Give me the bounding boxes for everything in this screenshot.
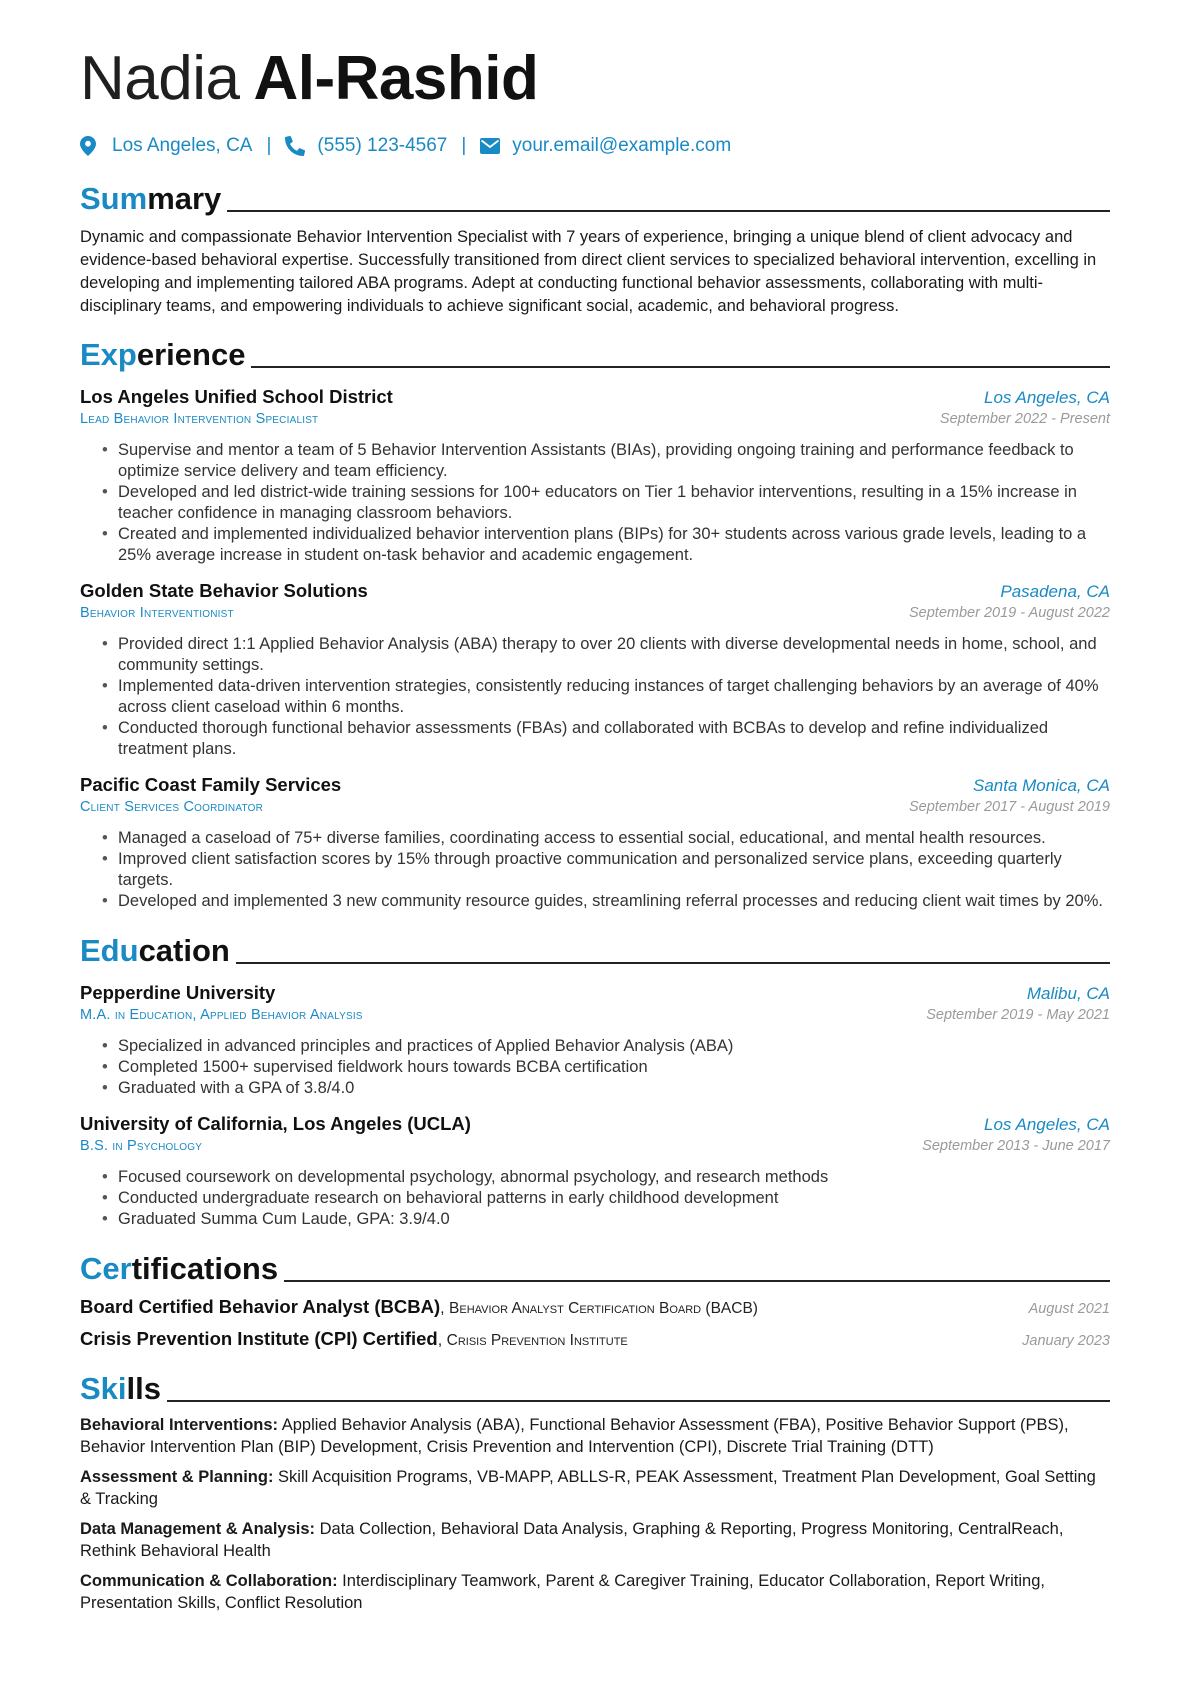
contact-email[interactable]: [480, 135, 731, 157]
section-rule: [227, 210, 1110, 212]
bullet-item: • Developed and implemented 3 new community resource guides, streamlining referral processes and reducing client wait times by 20%.: [102, 891, 1110, 912]
heading-rest: erience: [136, 337, 246, 372]
skill-category: Communication & Collaboration:: [80, 1572, 338, 1590]
skills-list: [80, 1414, 1110, 1614]
heading-accent: Ski: [80, 1371, 127, 1406]
heading-rest: tifications: [131, 1251, 279, 1286]
entry-header: [80, 1113, 1110, 1135]
entry-role: M.A. in Education, Applied Behavior Analysis: [80, 1007, 363, 1023]
certification-title: [80, 1328, 628, 1350]
entry-dates: September 2019 - August 2022: [909, 605, 1110, 621]
contact-phone[interactable]: [285, 135, 447, 157]
heading-accent: Exp: [80, 337, 137, 372]
phone-text: (555) 123-4567: [317, 135, 448, 156]
heading-rest: lls: [126, 1371, 161, 1406]
candidate-name: [80, 40, 1110, 118]
experience-entry: [80, 774, 1110, 912]
skill-list-text: Interdisciplinary Teamwork, Parent & Caregiver Training, Educator Collaboration, Report Writing, Presentation Skills, Conflict Resolution: [80, 1572, 1045, 1612]
experience-heading: [80, 332, 1110, 372]
certification-name: Crisis Prevention Institute (CPI) Certified: [80, 1328, 438, 1349]
certification-date: January 2023: [1022, 1333, 1110, 1349]
entry-subheader: [80, 411, 1110, 427]
entry-subheader: [80, 1138, 1110, 1154]
entry-header: [80, 982, 1110, 1004]
organization-name: University of California, Los Angeles (UCLA): [80, 1113, 471, 1134]
skill-category: Behavioral Interventions:: [80, 1416, 279, 1434]
summary-heading: [80, 176, 1110, 216]
envelope-icon: [480, 136, 500, 156]
certification-issuer: Behavior Analyst Certification Board (BACB): [449, 1300, 758, 1317]
entry-location: Los Angeles, CA: [984, 388, 1110, 407]
entry-header: [80, 580, 1110, 602]
certifications-heading: [80, 1246, 1110, 1286]
skills-heading: [80, 1366, 1110, 1406]
heading-accent: Cer: [80, 1251, 132, 1286]
certifications-list: [80, 1296, 1110, 1350]
heading-accent: Sum: [80, 181, 148, 216]
entry-subheader: [80, 605, 1110, 621]
education-entry: [80, 1113, 1110, 1230]
heading-accent: Edu: [80, 933, 139, 968]
contact-separator: |: [461, 135, 467, 156]
certification-issuer: Crisis Prevention Institute: [446, 1332, 628, 1349]
location-text: Los Angeles, CA: [112, 135, 253, 156]
skill-group: [80, 1466, 1110, 1510]
bullet-item: • Implemented data-driven intervention strategies, consistently reducing instances of target challenging behaviors by an average of 40% across client caseload within 6 months.: [102, 676, 1110, 718]
bullet-list: [80, 1167, 1110, 1230]
entry-role: B.S. in Psychology: [80, 1138, 203, 1154]
entry-header: [80, 774, 1110, 796]
map-pin-icon: [80, 136, 100, 156]
section-rule: [236, 962, 1110, 964]
heading-rest: cation: [138, 933, 230, 968]
bullet-item: • Specialized in advanced principles and practices of Applied Behavior Analysis (ABA): [102, 1036, 1110, 1057]
entry-dates: September 2017 - August 2019: [909, 799, 1110, 815]
section-rule: [284, 1280, 1110, 1282]
skill-list-text: Data Collection, Behavioral Data Analysis, Graphing & Reporting, Progress Monitoring, CentralReach, Rethink Behavioral Health: [80, 1520, 1064, 1560]
entry-location: Santa Monica, CA: [972, 776, 1110, 795]
skill-group: [80, 1570, 1110, 1614]
education-entry: [80, 982, 1110, 1099]
phone-icon: [285, 136, 305, 156]
certification-name: Board Certified Behavior Analyst (BCBA): [80, 1296, 441, 1317]
entry-subheader: [80, 1007, 1110, 1023]
contact-separator: |: [266, 135, 272, 156]
certification-separator: ,: [440, 1300, 450, 1317]
education-list: [80, 982, 1110, 1230]
entry-location: Los Angeles, CA: [984, 1115, 1110, 1134]
experience-entry: [80, 386, 1110, 566]
bullet-list: [80, 634, 1110, 760]
bullet-item: • Conducted undergraduate research on behavioral patterns in early childhood development: [102, 1188, 1110, 1209]
email-link: your.email@example.com: [512, 135, 732, 156]
section-rule: [251, 366, 1110, 368]
bullet-list: [80, 1036, 1110, 1099]
bullet-item: • Focused coursework on developmental psychology, abnormal psychology, and research methods: [102, 1167, 1110, 1188]
bullet-item: • Graduated with a GPA of 3.8/4.0: [102, 1078, 1110, 1099]
entry-dates: September 2019 - May 2021: [926, 1007, 1110, 1023]
contact-line: [80, 132, 1110, 160]
entry-dates: September 2013 - June 2017: [922, 1138, 1110, 1154]
certification-item: [80, 1296, 1110, 1318]
entry-header: [80, 386, 1110, 408]
bullet-item: • Managed a caseload of 75+ diverse families, coordinating access to essential social, educational, and mental health resources.: [102, 828, 1110, 849]
education-heading: [80, 928, 1110, 968]
certification-title: [80, 1296, 758, 1318]
skill-group: [80, 1414, 1110, 1458]
last-name: Al-Rashid: [253, 44, 539, 113]
bullet-item: • Improved client satisfaction scores by 15% through proactive communication and personalized service plans, exceeding quarterly targets.: [102, 849, 1110, 891]
summary-text: Dynamic and compassionate Behavior Intervention Specialist with 7 years of experience, bringing a unique blend of client advocacy and evidence-based behavioral expertise. Successfully transitioned from direct client services to specialized behavioral intervention, excelling in developing and implementing tailored ABA programs. Adept at conducting functional behavior assessments, collaborating with multi-disciplinary teams, and empowering individuals to achieve significant social, academic, and behavioral progress.: [80, 228, 1097, 315]
bullet-item: • Provided direct 1:1 Applied Behavior Analysis (ABA) therapy to over 20 clients with diverse developmental needs in home, school, and community settings.: [102, 634, 1110, 676]
skill-category: Data Management & Analysis:: [80, 1520, 316, 1538]
organization-name: Pepperdine University: [80, 982, 276, 1003]
entry-location: Pasadena, CA: [1000, 582, 1110, 601]
bullet-item: • Conducted thorough functional behavior assessments (FBAs) and collaborated with BCBAs to develop and refine individualized treatment plans.: [102, 718, 1110, 760]
experience-list: [80, 386, 1110, 912]
entry-dates: September 2022 - Present: [939, 411, 1110, 427]
skill-list-text: Applied Behavior Analysis (ABA), Functional Behavior Assessment (FBA), Positive Behavior Support (PBS), Behavior Intervention Plan (BIP) Development, Crisis Prevention and Intervention (CPI), Discrete Trial Training (DTT): [80, 1416, 1069, 1456]
experience-entry: [80, 580, 1110, 760]
skill-list-text: Skill Acquisition Programs, VB-MAPP, ABLLS-R, PEAK Assessment, Treatment Plan Development, Goal Setting & Tracking: [80, 1468, 1096, 1508]
entry-role: Behavior Interventionist: [80, 605, 234, 621]
certification-separator: ,: [437, 1332, 447, 1349]
certification-item: [80, 1328, 1110, 1350]
organization-name: Golden State Behavior Solutions: [80, 580, 368, 601]
first-name: Nadia: [80, 44, 240, 113]
bullet-item: • Completed 1500+ supervised fieldwork hours towards BCBA certification: [102, 1057, 1110, 1078]
heading-rest: mary: [147, 181, 222, 216]
section-rule: [167, 1400, 1110, 1402]
bullet-list: [80, 828, 1110, 912]
bullet-item: • Developed and led district-wide training sessions for 100+ educators on Tier 1 behavior interventions, resulting in a 15% increase in teacher confidence in managing classroom behaviors.: [102, 482, 1110, 524]
contact-location: [80, 135, 252, 157]
organization-name: Pacific Coast Family Services: [80, 774, 342, 795]
entry-location: Malibu, CA: [1026, 984, 1110, 1003]
skill-group: [80, 1518, 1110, 1562]
skill-category: Assessment & Planning:: [80, 1468, 274, 1486]
bullet-item: • Graduated Summa Cum Laude, GPA: 3.9/4.0: [102, 1209, 1110, 1230]
entry-role: Client Services Coordinator: [80, 799, 263, 815]
organization-name: Los Angeles Unified School District: [80, 386, 393, 407]
entry-role: Lead Behavior Intervention Specialist: [80, 411, 319, 427]
entry-subheader: [80, 799, 1110, 815]
bullet-item: • Supervise and mentor a team of 5 Behavior Intervention Assistants (BIAs), providing ongoing training and performance feedback to optimize service delivery and team efficiency.: [102, 440, 1110, 482]
bullet-list: [80, 440, 1110, 566]
certification-date: August 2021: [1028, 1301, 1110, 1317]
bullet-item: • Created and implemented individualized behavior intervention plans (BIPs) for 30+ students across various grade levels, leading to a 25% average increase in student on-task behavior and academic engagement.: [102, 524, 1110, 566]
